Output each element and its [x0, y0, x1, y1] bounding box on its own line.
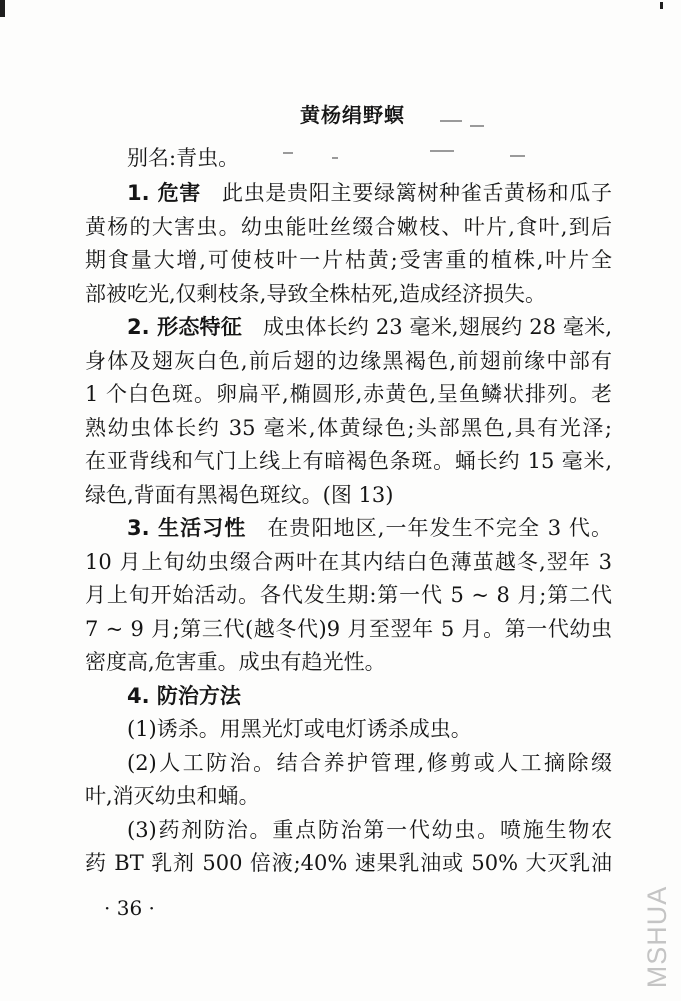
scan-speck — [510, 155, 525, 157]
section-3-line: 7 ~ 9 月;第三代(越冬代)9 月至翌年 5 月。第一代幼虫 — [85, 616, 612, 641]
section-1-line: 部被吃光,仅剩枝条,导致全株枯死,造成经济损失。 — [85, 281, 547, 306]
scan-speck — [283, 152, 293, 154]
section-heading: 2. 形态特征 — [127, 315, 242, 339]
section-3-line: 密度高,危害重。成虫有趋光性。 — [85, 650, 386, 674]
section-text: 此虫是贵阳主要绿篱树种雀舌黄杨和瓜子 — [222, 181, 612, 205]
section-2-line — [85, 311, 612, 345]
section-heading: 1. 危害 — [127, 181, 202, 205]
scan-speck — [332, 157, 338, 159]
page-number: · 36 · — [104, 896, 155, 920]
section-1-line: 期食量大增,可使枝叶一片枯黄;受害重的植株,叶片全 — [85, 248, 612, 272]
watermark: MSHUA — [642, 885, 672, 989]
section-2-line: 在亚背线和气门上线上有暗褐色条斑。蛹长约 15 毫米, — [85, 449, 612, 473]
section-3-line — [85, 512, 612, 546]
section-text: 成虫体长约 23 毫米,翅展约 28 毫米, — [262, 315, 612, 339]
section-1-line: 黄杨的大害虫。幼虫能吐丝缀合嫩枝、叶片,食叶,到后 — [85, 214, 612, 239]
page-title: 黄杨绢野螟 — [300, 103, 405, 127]
section-2-line: 熟幼虫体长约 35 毫米,体黄绿色;头部黑色,具有光泽; — [85, 415, 612, 440]
section-text: 在贵阳地区,一年发生不完全 3 代。 — [267, 516, 612, 540]
alias-line: 别名:青虫。 — [127, 146, 240, 170]
body-text — [85, 177, 612, 881]
section-3-line: 月上旬开始活动。各代发生期:第一代 5 ~ 8 月;第二代 — [85, 583, 612, 607]
scan-speck — [0, 0, 5, 17]
control-item-2: (2)人工防治。结合养护管理,修剪或人工摘除缀 — [127, 750, 612, 775]
scan-speck — [660, 2, 663, 9]
section-3-line: 10 月上旬幼虫缀合两叶在其内结白色薄茧越冬,翌年 3 — [85, 549, 612, 574]
scan-speck — [430, 150, 454, 152]
control-item-3-cont: 药 BT 乳剂 500 倍液;40% 速果乳油或 50% 大灭乳油 — [85, 851, 612, 875]
section-4-heading-line — [85, 680, 612, 714]
section-2-line: 绿色,背面有黑褐色斑纹。(图 13) — [85, 482, 394, 507]
section-heading: 3. 生活习性 — [127, 516, 247, 540]
section-2-line: 1 个白色斑。卵扁平,椭圆形,赤黄色,呈鱼鳞状排列。老 — [85, 382, 612, 406]
section-heading: 4. 防治方法 — [127, 683, 241, 708]
control-item-3: (3)药剂防治。重点防治第一代幼虫。喷施生物农 — [127, 817, 612, 842]
section-2-line: 身体及翅灰白色,前后翅的边缘黑褐色,前翅前缘中部有 — [85, 348, 612, 373]
scan-speck — [470, 125, 484, 127]
control-item-2-cont: 叶,消灭幼虫和蛹。 — [85, 784, 260, 808]
section-1-line — [85, 177, 612, 211]
control-item-1: (1)诱杀。用黑光灯或电灯诱杀成虫。 — [127, 717, 472, 741]
